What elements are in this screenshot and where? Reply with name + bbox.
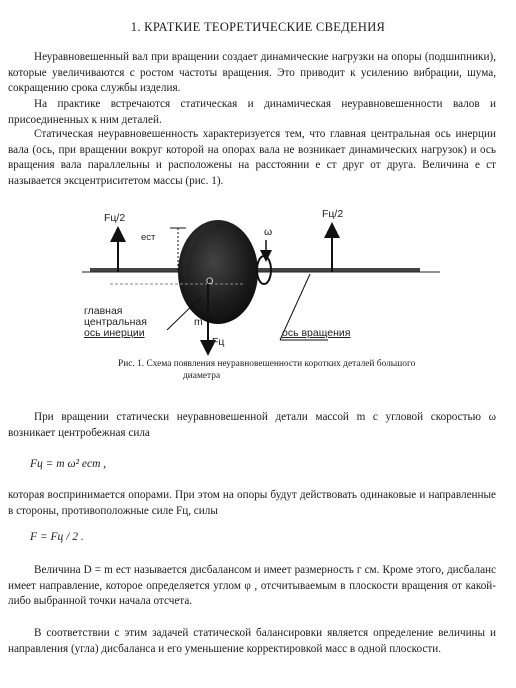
- centre-label: О: [206, 276, 214, 287]
- section-heading: 1. КРАТКИЕ ТЕОРЕТИЧЕСКИЕ СВЕДЕНИЯ: [130, 20, 386, 34]
- left-force-label: Fц/2: [104, 212, 126, 224]
- figure-unbalance-diagram: [70, 198, 460, 358]
- centrifugal-force-label: Fц: [212, 336, 225, 348]
- paragraph-types: На практике встречаются статическая и динамическая неуравновешенности валов и присоединенных к ним деталей.: [8, 98, 496, 126]
- formula-centrifugal-force: Fц = m ω² eст ,: [30, 458, 107, 470]
- mass-label: m: [194, 316, 203, 328]
- paragraph-static-balancing: В соответствии с этим задачей статической балансировки является определение величины и направления (угла) дисбаланса и его уменьшение корректировкой масс в одной плоскости.: [8, 627, 496, 655]
- paragraph-supports: которая воспринимается опорами. При этом на опоры будут действовать одинаковые и направленные в стороны, противоположные силе Fц, силы: [8, 489, 496, 517]
- rotation-axis-label: ось вращения: [282, 327, 351, 339]
- formula-support-force: F = Fц / 2 .: [30, 531, 84, 543]
- omega-label: ω: [264, 226, 273, 238]
- paragraph-intro: Неуравновешенный вал при вращении создает динамические нагрузки на опоры (подшипники), которые увеличиваются с ростом частоты вращения. Это приводит к усилению вибрации, шума, сокращению срока службы изделия.: [8, 51, 496, 95]
- principal-axis-label: главная центральная ось инерции: [84, 305, 147, 339]
- eccentricity-label: eст: [141, 232, 156, 243]
- paragraph-centrifugal: При вращении статически неуравновешенной детали массой m с угловой скоростью ω возникает центробежная сила: [8, 411, 496, 439]
- paragraph-static-definition: Статическая неуравновешенность характеризуется тем, что главная центральная ось инерции вала (ось, при вращении вокруг которой на опорах вала не возникает динамических нагрузок) и ось вращения вала параллельны и расположены на расстоянии e ст друг от друга. Величина e ст называется эксцентриситетом массы (рис. 1).: [8, 128, 496, 187]
- paragraph-disbalance: Величина D = m eст называется дисбалансом и имеет размерность г см. Кроме этого, дисбаланс имеет направление, которое определяется углом φ , отсчитываемым в плоскости вращения от какой-либо выбранной точки начала отсчета.: [8, 564, 496, 608]
- right-force-label: Fц/2: [322, 208, 344, 220]
- figure-caption: Рис. 1. Схема появления неуравновешенности коротких деталей большого диаметра: [118, 359, 416, 381]
